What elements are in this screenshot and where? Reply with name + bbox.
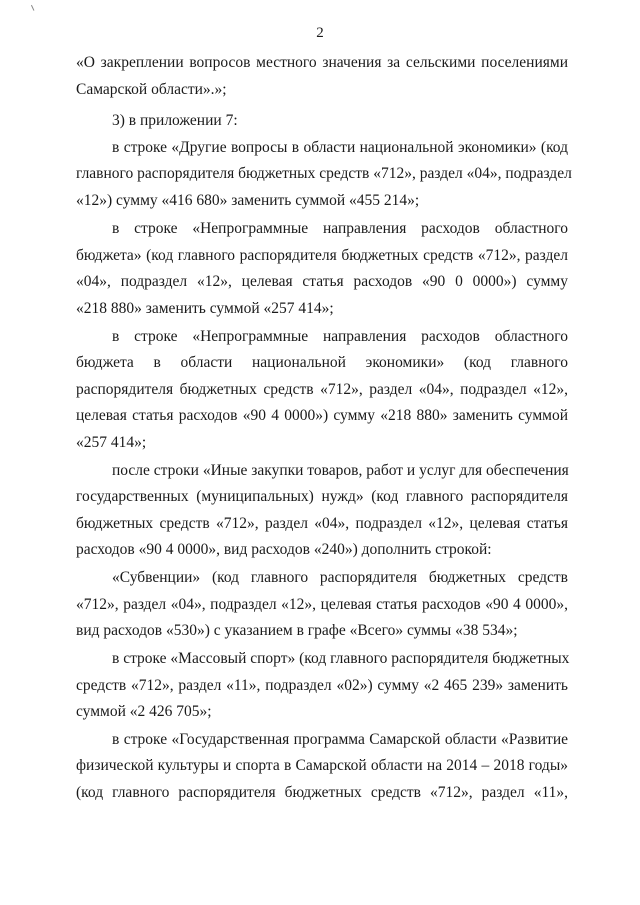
page-number: 2 — [316, 25, 324, 41]
text-line: в строке «Непрограммные направления расходов областного — [112, 220, 568, 237]
text-line: в строке «Государственная программа Самарской области «Развитие — [112, 731, 568, 748]
text-line: 3) в приложении 7: — [112, 112, 238, 129]
text-line: «218 880» заменить суммой «257 414»; — [76, 300, 334, 317]
text-line: вид расходов «530») с указанием в графе «Всего» суммы «38 534»; — [76, 622, 518, 639]
text-line: «О закреплении вопросов местного значения за сельскими поселениями — [76, 54, 568, 71]
text-line: расходов «90 4 0000», вид расходов «240») дополнить строкой: — [76, 541, 492, 558]
text-line: бюджетных средств «712», раздел «04», подраздел «12», целевая статья — [76, 515, 568, 532]
scan-mark — [31, 3, 38, 11]
text-line: «04», подраздел «12», целевая статья расходов «90 0 0000») сумму — [76, 273, 568, 290]
text-line: средств «712», раздел «11», подраздел «02») сумму «2 465 239» заменить — [76, 677, 568, 694]
text-line: Самарской области».»; — [76, 81, 227, 98]
text-line: «12») сумму «416 680» заменить суммой «455 214»; — [76, 192, 420, 209]
text-line: распорядителя бюджетных средств «712», раздел «04», подраздел «12», — [76, 381, 568, 398]
text-line: физической культуры и спорта в Самарской области на 2014 – 2018 годы» — [76, 757, 568, 774]
text-line: главного распорядителя бюджетных средств «712», раздел «04», подраздел — [76, 165, 572, 182]
text-line: «257 414»; — [76, 434, 147, 451]
text-line: (код главного распорядителя бюджетных средств «712», раздел «11», — [76, 784, 568, 801]
text-line: в строке «Массовый спорт» (код главного распорядителя бюджетных — [112, 650, 570, 667]
text-line: государственных (муниципальных) нужд» (код главного распорядителя — [76, 488, 568, 505]
text-line: бюджета в области национальной экономики» (код главного — [76, 354, 568, 371]
text-line: «Субвенции» (код главного распорядителя бюджетных средств — [112, 569, 568, 586]
text-line: суммой «2 426 705»; — [76, 703, 212, 720]
text-line: в строке «Другие вопросы в области национальной экономики» (код — [112, 139, 568, 156]
text-line: «712», раздел «04», подраздел «12», целевая статья расходов «90 4 0000», — [76, 596, 568, 613]
text-line: целевая статья расходов «90 4 0000») сумму «218 880» заменить суммой — [76, 407, 568, 424]
text-line: после строки «Иные закупки товаров, работ и услуг для обеспечения — [112, 462, 569, 479]
text-line: бюджета» (код главного распорядителя бюджетных средств «712», раздел — [76, 247, 568, 264]
text-line: в строке «Непрограммные направления расходов областного — [112, 328, 568, 345]
